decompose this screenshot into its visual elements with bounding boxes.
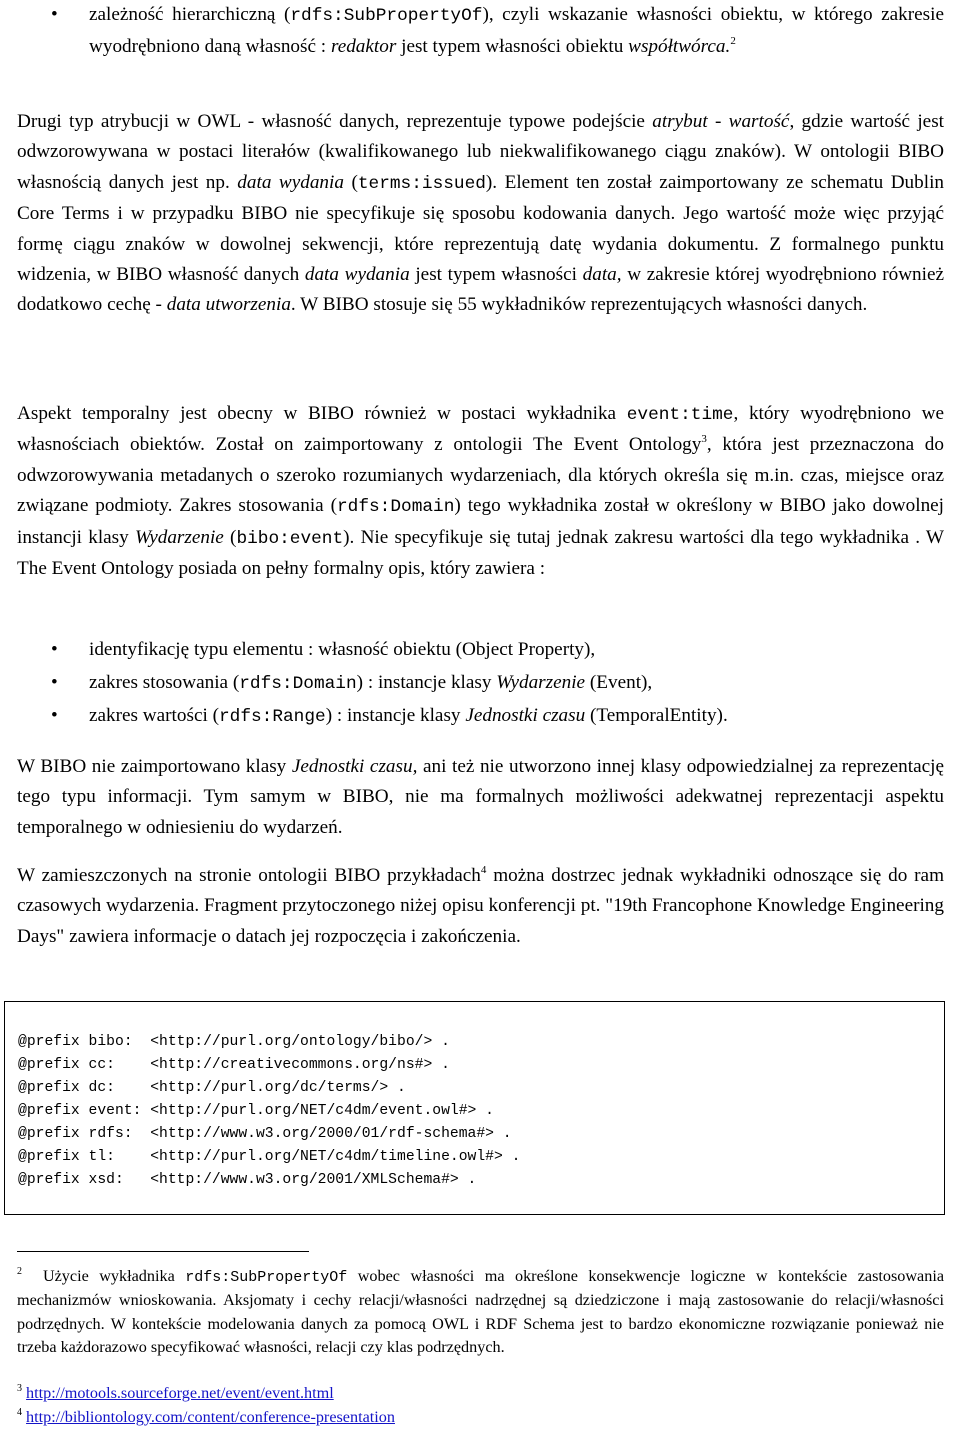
footnote-number: 3 [17, 1383, 22, 1394]
footnote-link[interactable]: http://motools.sourceforge.net/event/event.html [26, 1384, 334, 1402]
footnote-3 [17, 1382, 944, 1405]
bullet-icon: • [51, 705, 58, 726]
footnote-2: $^2$ Użycie wykładnika rdfs:SubPropertyOf wobec własności ma określone konsekwencje logiczne w kontekście zastosowania mechanizmów wnioskowania. Aksjomaty i cechy relacji/własności nadrzędnej są dziedziczone i mają zastosowanie do relacji/własności podrzędnych. W kontekście modelowania danych za pomocą OWL i RDF Schema jest to bardzo ekonomiczne rozwiązanie ponieważ nie trzeba każdorazowo specyfikować własności, relacji czy klas podrzędnych. [17, 1266, 945, 1357]
code-line: @prefix bibo: <http://purl.org/ontology/bibo/> . [18, 1034, 450, 1050]
footnote-separator [17, 1251, 309, 1252]
bullet-icon: • [51, 639, 58, 660]
paragraph-owl-data-property: Drugi typ atrybucji w OWL - własność danych, reprezentuje typowe podejście atrybut - wartość, gdzie wartość jest odwzorowywana w postaci literałów (kwalifikowanego lub niekwalifikowanego ciągu znaków). W ontologii BIBO własnością danych jest np. data wydania (terms:issued). Element ten został zaimportowany ze schematu Dublin Core Terms i w przypadku BIBO nie specyfikuje się sposobu kodowania danych. Jego wartość może więc przyjąć formę ciągu znaków w dowolnej sekwencji, które reprezentują datę wydania dokumentu. Z formalnego punktu widzenia, w BIBO własność danych data wydania jest typem własności data, w zakresie której wyodrębniono również dodatkowo cechę - data utworzenia. W BIBO stosuje się 55 wykładników reprezentujących własności danych. [17, 111, 945, 316]
footnote-number: 2 [17, 1266, 22, 1277]
code-line: @prefix tl: <http://purl.org/NET/c4dm/timeline.owl#> . [18, 1149, 521, 1165]
paragraph-temporal-aspect: Aspekt temporalny jest obecny w BIBO również w postaci wykładnika event:time, który wyodrębniono we własnościach obiektów. Został on zaimportowany z ontologii The Event Ontology$^3$, która jest przeznaczona do odwzorowywania metadanych o szeroko rozumianych wydarzeniach, dla których określa się m.in. czas, miejsce oraz związane podmioty. Zakres stosowania (rdfs:Domain) tego wykładnika został w określony w BIBO jako dowolnej instancji klasy Wydarzenie (bibo:event). Nie specyfikuje się tutaj jednak zakresu wartości dla tego wykładnika . W The Event Ontology posiada on pełny formalny opis, który zawiera : [17, 403, 945, 580]
list-item-text: zależność hierarchiczną (rdfs:SubPropertyOf), czyli wskazanie własności obiektu, w którego zakresie wyodrębniono daną własność : redaktor jest typem własności obiektu współtwórca.$^2$ [89, 4, 944, 57]
footnote-link[interactable]: http://bibliontology.com/content/conference-presentation [26, 1408, 395, 1426]
bullet-icon: • [51, 672, 58, 693]
footnote-ref: 2 [730, 34, 736, 47]
list-item-text: zakres stosowania (rdfs:Domain) : instancje klasy Wydarzenie (Event), [89, 672, 653, 694]
code-line: @prefix xsd: <http://www.w3.org/2001/XMLSchema#> . [18, 1172, 477, 1188]
paragraph-examples: W zamieszczonych na stronie ontologii BIBO przykładach$^4$ można dostrzec jednak wykładniki odnoszące się do ram czasowych wydarzenia. Fragment przytoczonego niżej opisu konferencji pt. "19th Francophone Knowledge Engineering Days" zawiera informacje o datach jej rozpoczęcia i zakończenia. [17, 864, 944, 947]
footnote-ref: 3 [701, 433, 707, 446]
footnote-4 [17, 1406, 944, 1429]
code-line: @prefix dc: <http://purl.org/dc/terms/> . [18, 1080, 406, 1096]
list-item-text: zakres wartości (rdfs:Range) : instancje klasy Jednostki czasu (TemporalEntity). [89, 705, 728, 727]
footnote-number: 4 [17, 1407, 22, 1418]
code-line: @prefix rdfs: <http://www.w3.org/2000/01/rdf-schema#> . [18, 1126, 512, 1142]
list-item-text: identyfikację typu elementu : własność obiektu (Object Property), [89, 639, 596, 660]
bullet-icon: • [51, 4, 58, 25]
footnote-ref: 4 [480, 864, 487, 876]
code-listing [4, 1001, 945, 1215]
code-line: @prefix cc: <http://creativecommons.org/ns#> . [18, 1057, 450, 1073]
code-line: @prefix event: <http://purl.org/NET/c4dm/event.owl#> . [18, 1103, 494, 1119]
paragraph-no-time-class: W BIBO nie zaimportowano klasy Jednostki czasu, ani też nie utworzono innej klasy odpowiedzialnej za reprezentację tego typu informacji. Tym samym w BIBO, nie ma formalnych możliwości adekwatnej reprezentacji aspektu temporalnego w odniesieniu do wydarzeń. [17, 756, 944, 838]
